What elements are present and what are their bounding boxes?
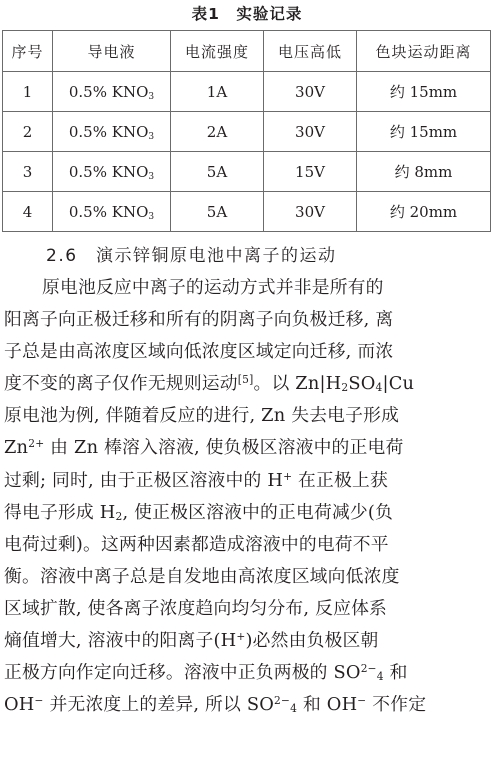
header-cell: 导电液 (53, 31, 171, 72)
text-line: $Zn^{2+}$ 由 Zn 棒溶入溶液, 使负极区溶液中的正电荷 (4, 437, 404, 459)
table-cell: 15V (264, 152, 357, 192)
table-cell: 30V (264, 192, 357, 232)
header-cell: 电流强度 (171, 31, 264, 72)
table-row (3, 192, 491, 232)
text-line: 电荷过剩)。这两种因素都造成溶液中的电荷不平 (4, 533, 389, 555)
body-paragraph (4, 272, 494, 721)
table-cell: 约 15mm (357, 112, 491, 152)
table-cell: 1 (3, 72, 53, 112)
table-cell: 3 (3, 152, 53, 192)
electrolyte-cell: 0.5% $KNO_3$ (53, 152, 171, 192)
section-title: 演示锌铜原电池中离子的运动 (96, 246, 337, 266)
table-cell: 2 (3, 112, 53, 152)
text-line: 熵值增大, 溶液中的阳离子(H+)必然由负极区朝 (4, 630, 379, 652)
table-row (3, 112, 491, 152)
table-row (3, 152, 491, 192)
table-cell: 约 15mm (357, 72, 491, 112)
section-number: 2.6 (46, 246, 78, 266)
text-line: 过剩; 同时, 由于正极区溶液中的 H+ 在正极上获 (4, 469, 388, 491)
table-cell: 5A (171, 152, 264, 192)
table-cell: 2A (171, 112, 264, 152)
text-line: 衡。溶液中离子总是自发地由高浓度区域向低浓度 (4, 565, 400, 587)
header-cell: 色块运动距离 (357, 31, 491, 72)
table-cell: 约 8mm (357, 152, 491, 192)
table-cell: 30V (264, 72, 357, 112)
electrolyte-cell: 0.5% $KNO_3$ (53, 112, 171, 152)
table-cell: 4 (3, 192, 53, 232)
header-cell: 序号 (3, 31, 53, 72)
text-line: 阳离子向正极迁移和所有的阴离子向负极迁移, 离 (4, 309, 394, 331)
table-caption: 表1 实验记录 (191, 5, 303, 23)
header-cell: 电压高低 (264, 31, 357, 72)
electrolyte-cell: 0.5% $KNO_3$ (53, 72, 171, 112)
text-line: OH− 并无浓度上的差异, 所以 $SO^{2-}_4$ 和 OH− 不作定 (4, 694, 427, 716)
experiment-table (2, 30, 491, 232)
table-header-row (3, 31, 491, 72)
table-cell: 30V (264, 112, 357, 152)
section-heading (46, 243, 337, 269)
text-line: 子总是由高浓度区域向低浓度区域定向迁移, 而浓 (4, 341, 394, 363)
text-line: 原电池为例, 伴随着反应的进行, Zn 失去电子形成 (4, 405, 400, 427)
electrolyte-cell: 0.5% $KNO_3$ (53, 192, 171, 232)
text-line: 度不变的离子仅作无规则运动[5]。以 $Zn|H_2SO_4|Cu$ (4, 373, 415, 395)
table-cell: 5A (171, 192, 264, 232)
text-line: 正极方向作定向迁移。溶液中正负两极的 $SO^{2-}_4$ 和 (4, 662, 408, 684)
text-line: 得电子形成 $H_2$, 使正极区溶液中的正电荷减少(负 (4, 501, 394, 523)
text-line: 区域扩散, 使各离子浓度趋向均匀分布, 反应体系 (4, 597, 388, 619)
table-cell: 1A (171, 72, 264, 112)
table-cell: 约 20mm (357, 192, 491, 232)
text-line: 原电池反应中离子的运动方式并非是所有的 (42, 277, 384, 298)
table-row (3, 72, 491, 112)
citation-ref: [5] (237, 373, 254, 387)
